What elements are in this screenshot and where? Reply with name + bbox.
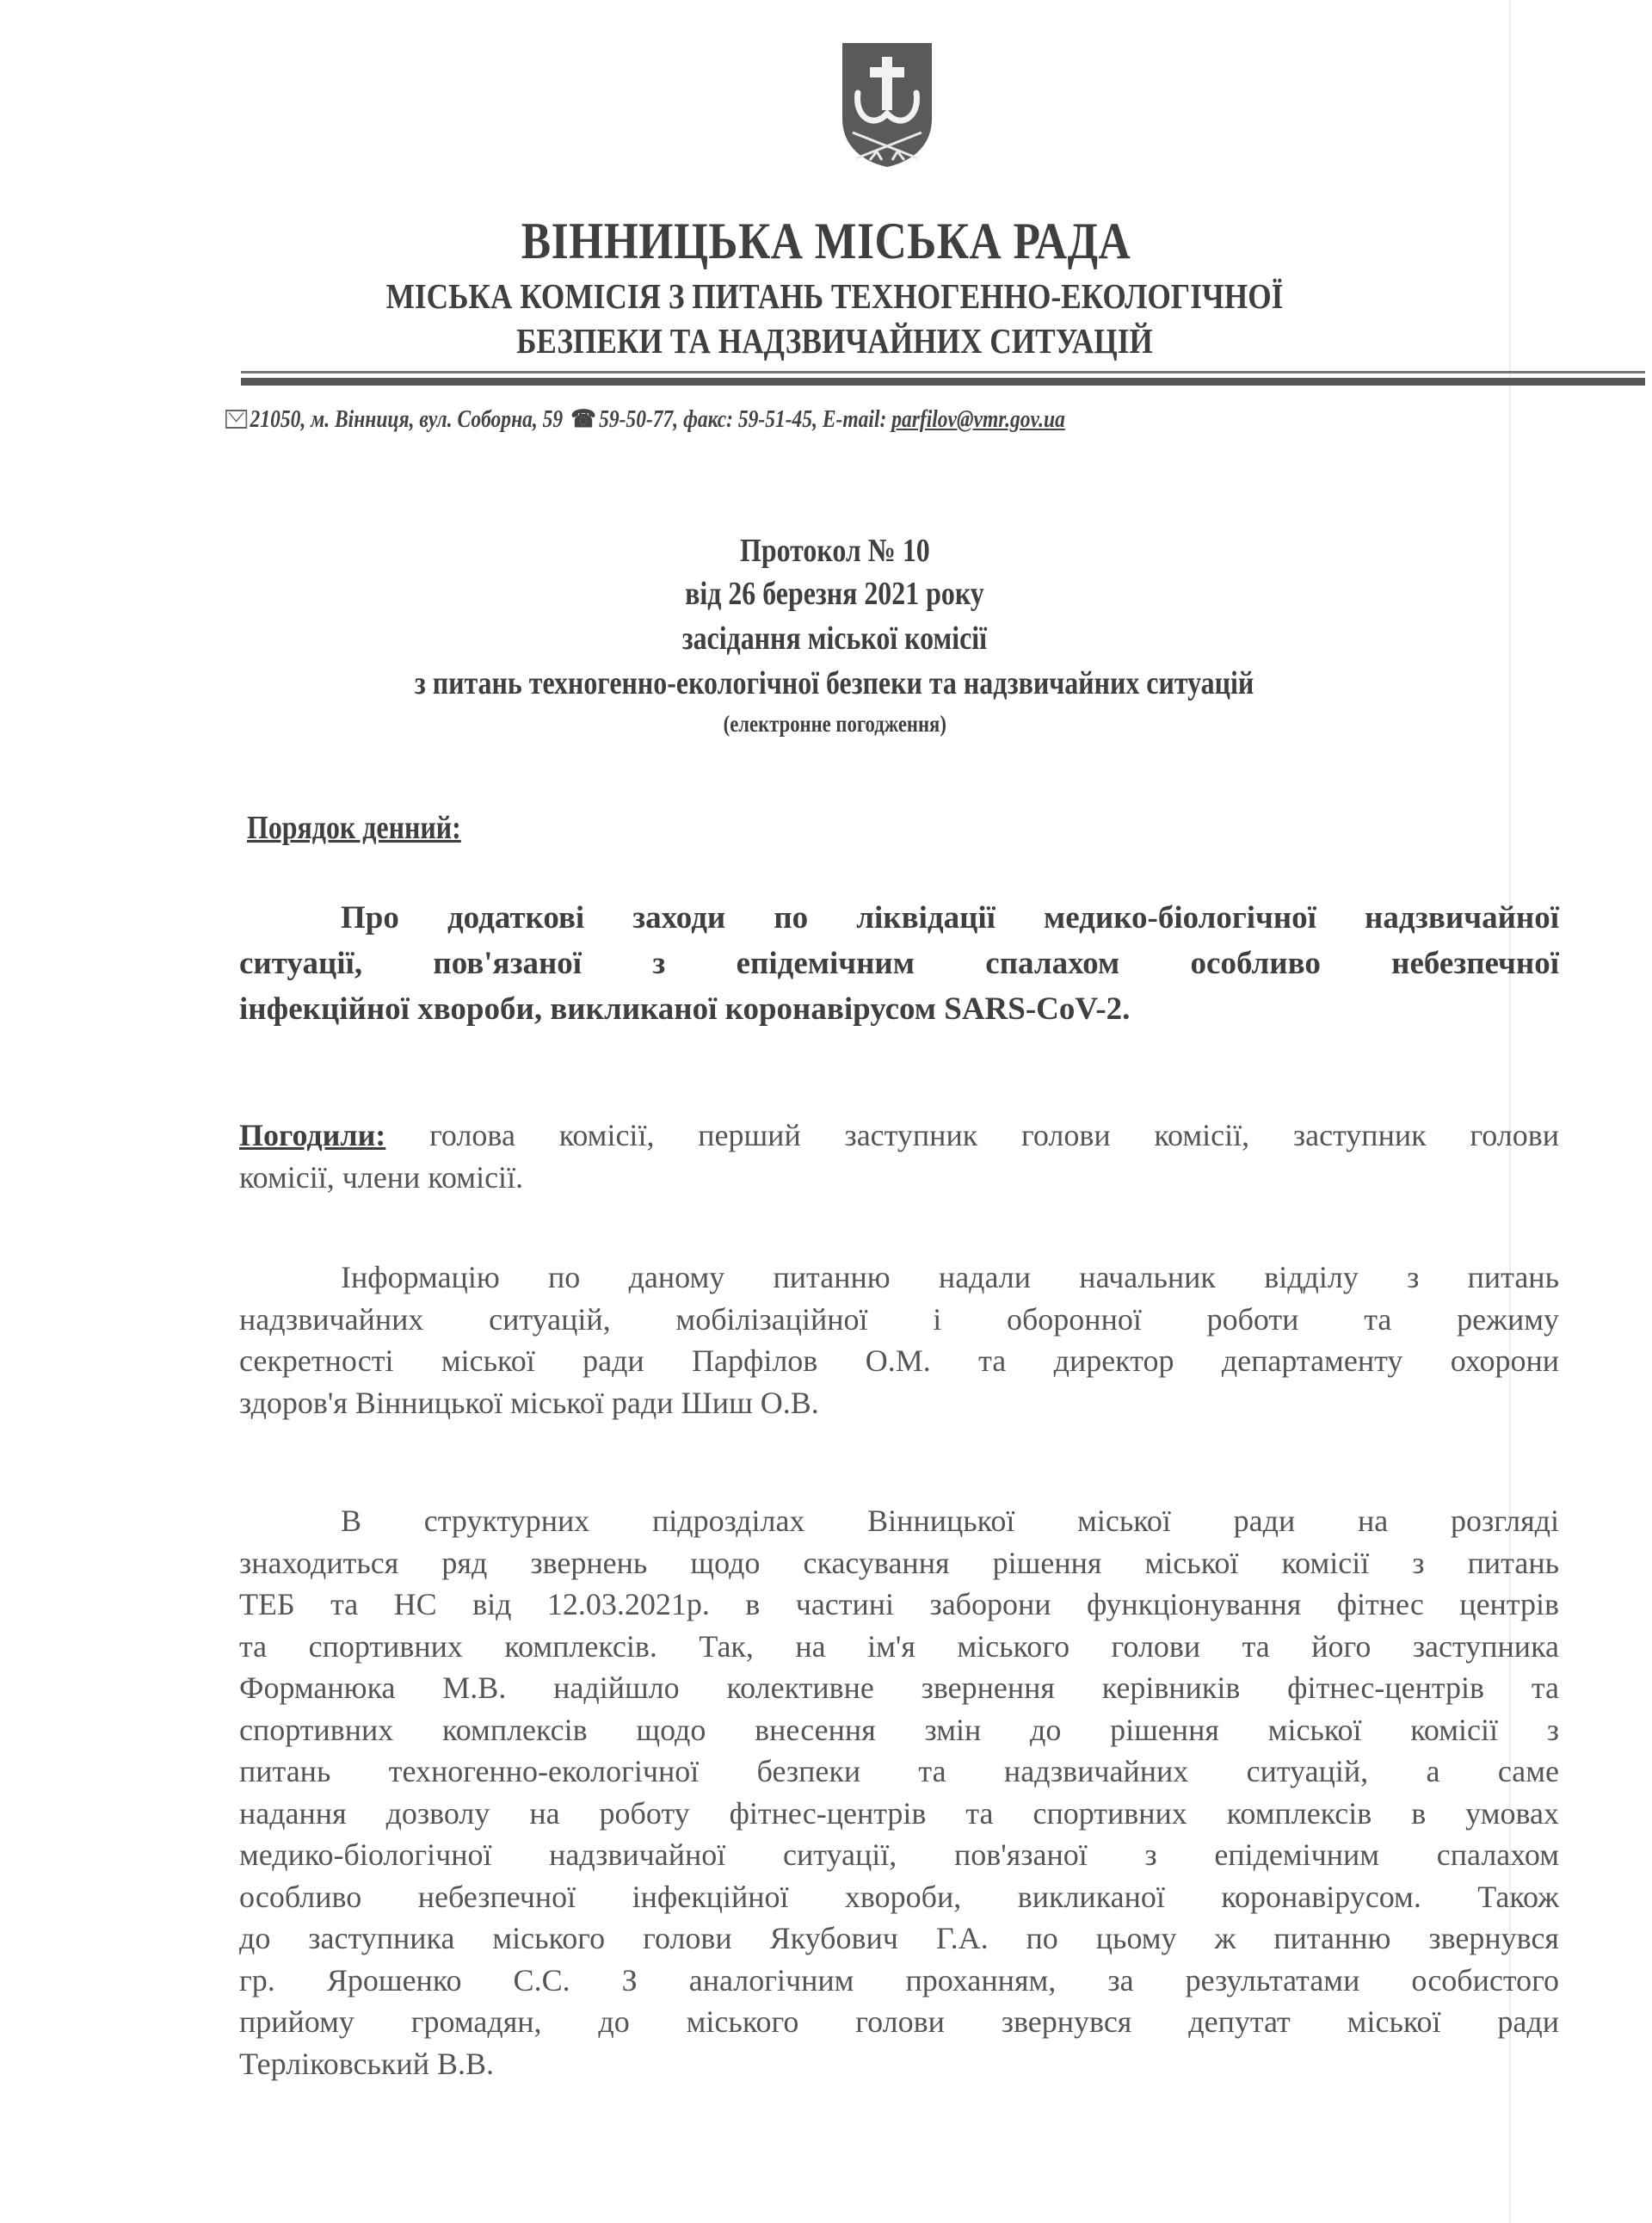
paragraph-line: питань техногенно-екологічної безпеки та надзвичайних ситуацій, а саме: [239, 1754, 1559, 1788]
coat-of-arms-icon: [839, 40, 935, 169]
phone-icon: ☎: [570, 406, 596, 433]
agreed-line: [239, 1115, 1559, 1157]
agreed-text: голова комісії, перший заступник голови комісії, заступник голови: [385, 1118, 1559, 1152]
info-paragraph: [239, 1257, 1559, 1423]
agenda-line: ситуації, пов'язаної з епідемічним спалахом особливо небезпечної: [239, 946, 1559, 981]
paragraph-line: медико-біологічної надзвичайної ситуації, пов'язаної з епідемічним спалахом: [239, 1837, 1559, 1872]
protocol-subtitle-row-1: [9, 620, 1652, 658]
details-paragraph: [239, 1500, 1559, 2084]
paragraph-line: Інформацію по даному питанню надали начальник відділу з питань: [341, 1260, 1559, 1294]
contact-line: [225, 404, 1065, 434]
paragraph-line: гр. Ярошенко С.С. З аналогічним проханням, за результатами особистого: [239, 1962, 1559, 1998]
paragraph-line: здоров'я Вінницької міської ради Шиш О.В.: [239, 1385, 819, 1420]
header-rule-thin: [241, 371, 1645, 374]
agreed-line: комісії, члени комісії.: [239, 1159, 524, 1195]
agreed-section: [239, 1115, 1559, 1198]
paragraph-line: до заступника міського голови Якубович Г.А. по цьому ж питанню звернувся: [239, 1921, 1559, 1955]
paragraph-line: особливо небезпечної інфекційної хвороби, викликаної коронавірусом. Також: [239, 1879, 1559, 1914]
agenda-text: [239, 895, 1559, 1032]
address: 21050, м. Вінниця, вул. Соборна, 59: [250, 406, 564, 433]
protocol-subtitle-row-2: [9, 664, 1652, 702]
paragraph-line: надзвичайних ситуацій, мобілізаційної і оборонної роботи та режиму: [239, 1301, 1559, 1337]
commission-title-line2: БЕЗПЕКИ ТА НАДЗВИЧАЙНИХ СИТУАЦІЙ: [516, 321, 1153, 361]
phone-number: 59-50-77,: [599, 406, 679, 433]
email-label: E-mail:: [822, 406, 887, 433]
agreed-label: Погодили:: [239, 1118, 386, 1152]
agenda-line: інфекційної хвороби, викликаної коронавірусом SARS-CoV-2.: [239, 991, 1131, 1027]
email-link[interactable]: parfilov@vmr.gov.ua: [891, 406, 1065, 433]
protocol-subtitle-2: з питань техногенно-екологічної безпеки та надзвичайних ситуацій: [415, 665, 1254, 701]
paragraph-line: спортивних комплексів щодо внесення змін до рішення міської комісії з: [239, 1712, 1559, 1747]
paragraph-line: секретності міської ради Парфілов О.М. та директор департаменту охорони: [239, 1343, 1559, 1378]
protocol-subtitle-1: засідання міської комісії: [681, 621, 988, 657]
protocol-subtitle-3: (електронне погодження): [723, 711, 946, 737]
agenda-line: Про додаткові заходи по ліквідації медико-біологічної надзвичайної: [341, 900, 1559, 936]
paragraph-line: Терліковський В.В.: [239, 2046, 494, 2081]
fax-number: факс: 59-51-45,: [683, 406, 817, 433]
protocol-date: від 26 березня 2021 року: [685, 576, 984, 612]
paragraph-line: надання дозволу на роботу фітнес-центрів та спортивних комплексів в умовах: [239, 1795, 1559, 1831]
envelope-icon: [225, 410, 247, 429]
paragraph-line: Форманюка М.В. надійшло колективне звернення керівників фітнес-центрів та: [239, 1670, 1559, 1705]
paragraph-line: ТЕБ та НС від 12.03.2021р. в частині заборони функціонування фітнес центрів: [239, 1587, 1559, 1621]
paragraph-line: знаходиться ряд звернень щодо скасування рішення міської комісії з питань: [239, 1545, 1559, 1580]
agenda-label: Порядок денний:: [247, 810, 461, 846]
commission-title-line1: МІСЬКА КОМІСІЯ З ПИТАНЬ ТЕХНОГЕННО-ЕКОЛОГІЧНОЇ: [385, 276, 1284, 316]
protocol-subtitle-row-3: [9, 711, 1652, 738]
paragraph-line: В структурних підрозділах Вінницької міської ради на розгляді: [341, 1504, 1559, 1538]
header-rule-thick: [241, 378, 1645, 386]
paragraph-line: прийому громадян, до міського голови звернувся депутат міської ради: [239, 2004, 1559, 2039]
protocol-title-row: [9, 532, 1652, 570]
protocol-title: Протокол № 10: [739, 533, 930, 569]
protocol-date-row: [9, 575, 1652, 613]
paragraph-line: та спортивних комплексів. Так, на ім'я міського голови та його заступника: [239, 1628, 1559, 1664]
council-title: ВІННИЦЬКА МІСЬКА РАДА: [521, 213, 1131, 269]
